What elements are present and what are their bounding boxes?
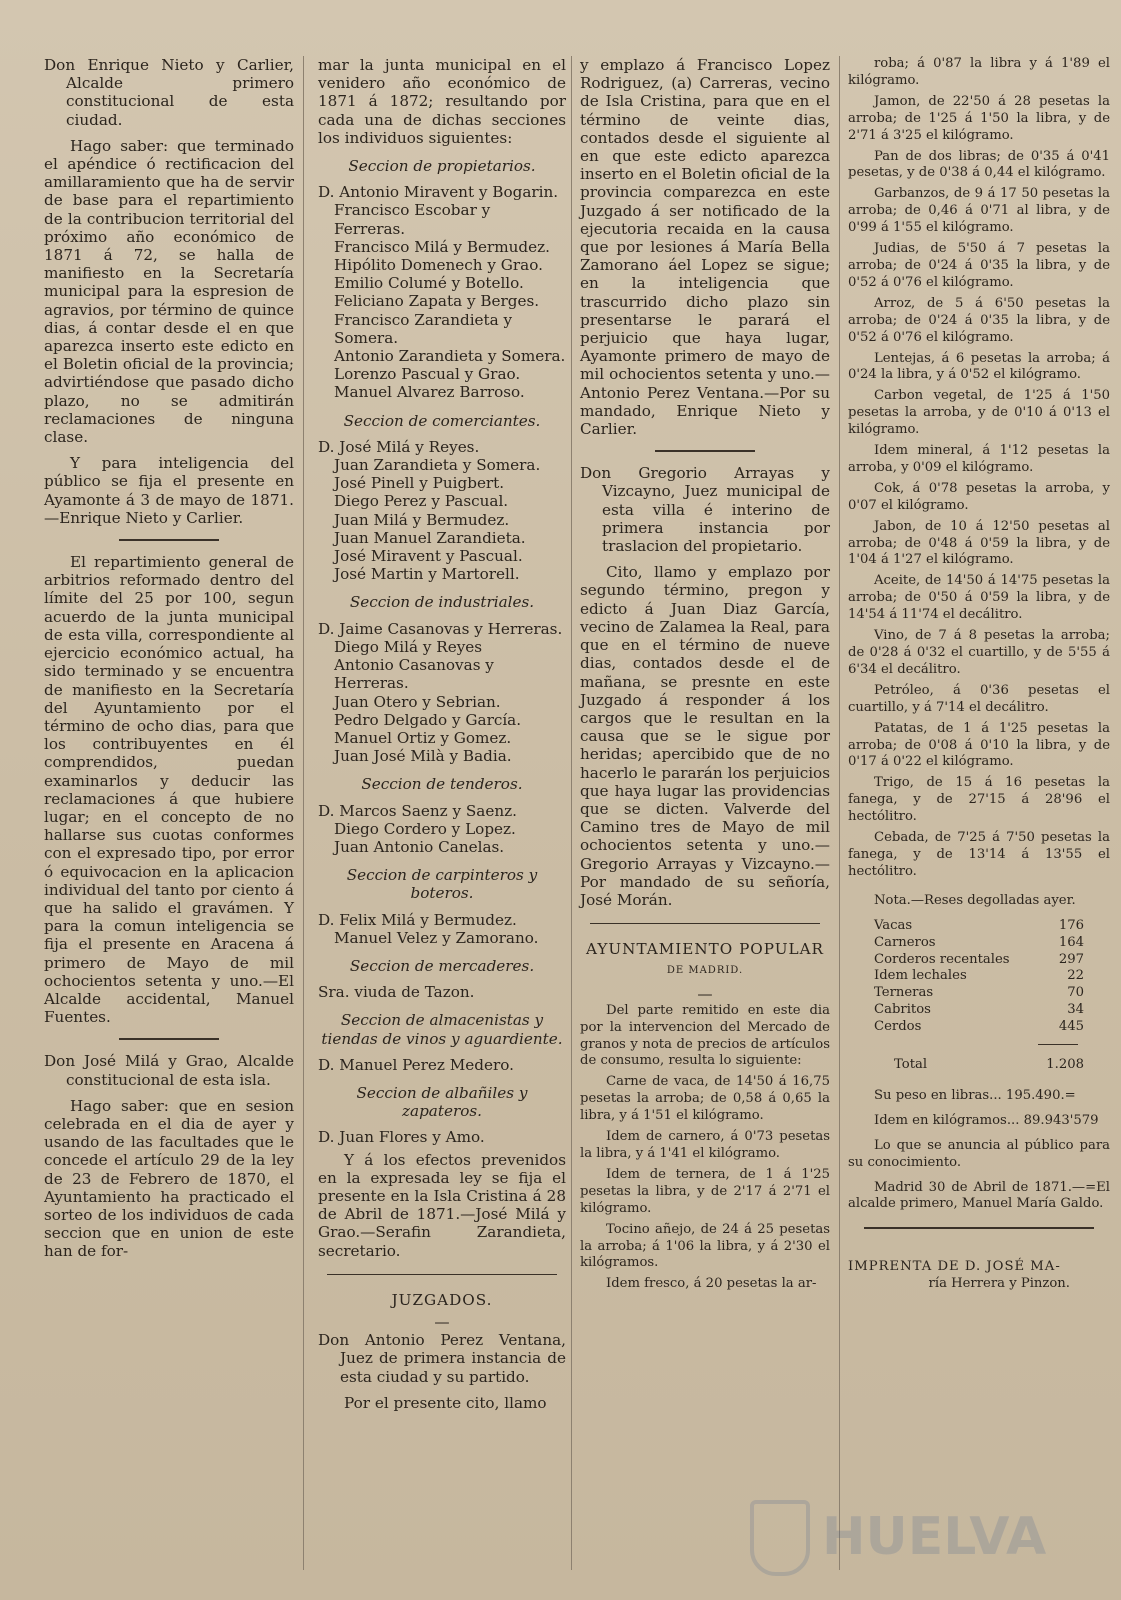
section-title: Seccion de mercaderes. [349, 956, 535, 975]
total-value: 1.208 [1046, 1057, 1084, 1073]
price-item: Pan de dos libras; de 0'35 á 0'41 pesetas, y de 0'38 á 0,44 el kilógramo. [848, 148, 1110, 181]
junta-intro: mar la junta municipal en el venidero año económico de 1871 á 1872; resultando por cada una de dichas secciones los individuos siguientes: [318, 56, 566, 147]
member-name: Juan Zarandieta y Somera. [334, 456, 541, 475]
cattle-row [874, 918, 1084, 935]
price-item: roba; á 0'87 la libra y á 1'89 el kilógramo. [848, 56, 1110, 88]
price-item: Vino, de 7 á 8 pesetas la arroba; de 0'28 á 0'32 el cuartillo, y de 5'55 á 6'34 el decálitro. [848, 628, 1110, 677]
price-item: Cebada, de 7'25 á 7'50 pesetas la fanega, y de 13'14 á 13'55 el hectólitro. [848, 830, 1110, 879]
price-item: Carbon vegetal, de 1'25 á 1'50 pesetas la arroba, y de 0'10 á 0'13 el kilógramo. [848, 388, 1110, 438]
section-names [318, 802, 566, 857]
price-item: Cok, á 0'78 pesetas la arroba, y 0'07 el kilógramo. [848, 480, 1110, 513]
price-list [580, 1003, 830, 1294]
divider [119, 539, 219, 541]
section-title: Seccion de almacenistas y tiendas de vinos y aguardiente. [321, 1011, 563, 1048]
member-name: José Martin y Martorell. [334, 565, 520, 584]
edict-heading-ayamonte: Don Enrique Nieto y Carlier, Alcalde primero constitucional de esta ciudad. [44, 56, 294, 129]
member-name: Diego Milá y Reyes [334, 637, 483, 656]
edict-emplazo: y emplazo á Francisco Lopez Rodriguez, (a) Carreras, vecino de Isla Cristina, para que en el término de veinte dias, contados desde el siguiente al en que este edicto aparezca inserto en el Boletin oficial de la provincia comparezca en este Juzgado á ser notificado de la ejecutoria recaida en la causa que por lesiones á María Bella Zamorano áel Lopez se sigue; en la inteligencia que trascurrido dicho plazo sin presentarse le parará el perjuicio que haya lugar, Ayamonte primero de mayo de mil ochocientos setenta y uno.—Antonio Perez Ventana.—Por su mandado, Enrique Nieto y Carlier. [580, 56, 830, 439]
price-item: Aceite, de 14'50 á 14'75 pesetas la arroba; de 0'50 á 0'59 la libra, y de 14'54 á 11'74 el decálitro. [848, 573, 1110, 623]
section-names [318, 983, 566, 1001]
price-list-continued [848, 56, 1110, 881]
edict-body-isla: Hago saber: que en sesion celebrada en el dia de ayer y usando de las facultades que le concede el artículo 29 de la ley de 23 de Febrero de 1870, el Ayuntamiento ha practicado el sorteo de los individuos de cada seccion que en union de este han de for- [44, 1096, 294, 1261]
price-item: Del parte remitido en este dia por la intervencion del Mercado de granos y nota de precios de artículos de consumo, resulta lo siguiente: [580, 1002, 830, 1069]
cattle-label: Carneros [874, 934, 936, 950]
section-names [318, 620, 566, 766]
price-item: Patatas, de 1 á 1'25 pesetas la arroba; de 0'08 á 0'10 la libra, y de 0'17 á 0'22 el kilógramo. [848, 720, 1110, 770]
section-title: Seccion de industriales. [349, 593, 535, 612]
total-label: Total [894, 1057, 928, 1073]
member-name: Emilio Columé y Botello. [334, 274, 524, 293]
section-title: Seccion de albañiles y zapateros. [356, 1083, 528, 1121]
peso-libras: Su peso en libras... 195.490.= [874, 1087, 1076, 1103]
member-name: Juan Manuel Zarandieta. [334, 528, 526, 547]
member-name: D. Felix Milá y Bermudez. [318, 910, 517, 929]
nota-reses: Nota.—Reses degolladas ayer. [874, 892, 1076, 908]
member-name: Diego Perez y Pascual. [334, 492, 509, 511]
section-title: Seccion de tenderos. [361, 775, 523, 794]
section-names [318, 438, 566, 584]
column-4 [848, 56, 1110, 1590]
ayuntamiento-heading: AYUNTAMIENTO POPULAR [586, 940, 824, 959]
price-item: Arroz, de 5 á 6'50 pesetas la arroba; de 0'24 á 0'35 la libra, y de 0'52 á 0'76 el kilógramo. [848, 295, 1110, 345]
member-name: Antonio Casanovas y Herreras. [334, 656, 494, 693]
column-rule [571, 56, 572, 1570]
member-name: Juan Milá y Bermudez. [334, 510, 510, 529]
column-2 [318, 56, 566, 1590]
section-names [318, 1128, 566, 1146]
column-3 [580, 56, 830, 1590]
cattle-row [874, 968, 1084, 985]
price-item: Tocino añejo, de 24 á 25 pesetas la arroba; á 1'06 la libra, y á 2'30 el kilógramos. [580, 1221, 830, 1271]
member-name: Sra. viuda de Tazon. [318, 983, 475, 1002]
sum-rule [1038, 1044, 1078, 1045]
cattle-table [874, 918, 1084, 1036]
section-title: Seccion de comerciantes. [343, 411, 541, 430]
section-title: Seccion de propietarios. [348, 157, 536, 176]
price-item: Lentejas, á 6 pesetas la arroba; á 0'24 la libra, y á 0'52 el kilógramo. [848, 350, 1110, 383]
madrid-subheading: DE MADRID. [666, 965, 744, 977]
imprenta-line-2: ría Herrera y Pinzon. [928, 1276, 1070, 1292]
imprenta-line-1: IMPRENTA DE D. JOSÉ MA- [848, 1259, 1061, 1275]
firma-madrid: Madrid 30 de Abril de 1871.—=El alcalde primero, Manuel María Galdo. [848, 1179, 1110, 1212]
junta-closing: Y á los efectos prevenidos en la expresada ley se fija el presente en la Isla Cristina á 28 de Abril de 1871.—José Milá y Grao.—Serafin Zarandieta, secretario. [318, 1150, 566, 1260]
price-item: Idem mineral, á 1'12 pesetas la arroba, y 0'09 el kilógramo. [848, 443, 1110, 475]
member-name: Pedro Delgado y García. [334, 710, 522, 729]
price-item: Jabon, de 10 á 12'50 pesetas al arroba; de 0'48 á 0'59 la libra, y de 1'04 á 1'27 el kilógramo. [848, 518, 1110, 568]
member-name: Manuel Alvarez Barroso. [334, 383, 525, 402]
cattle-label: Terneras [874, 985, 934, 1001]
cattle-value: 297 [1058, 951, 1084, 967]
member-name: D. Antonio Miravent y Bogarin. [318, 183, 559, 202]
member-name: Hipólito Domenech y Grao. [334, 256, 543, 275]
member-name: Juan Antonio Canelas. [334, 837, 505, 856]
member-name: Lorenzo Pascual y Grao. [334, 365, 521, 384]
juez-body-start: Por el presente cito, llamo [344, 1393, 547, 1412]
cattle-label: Vacas [874, 917, 913, 933]
edict-valverde: Cito, llamo y emplazo por segundo término, pregon y edicto á Juan Diaz García, vecino de Zalamea la Real, para que en el término de nueve dias, contados desde el de mañana, se presnte en este Juzgado á responder á los cargos que le resultan en la causa que se le sigue por heridas; apercibido que de no hacerlo le pararán los perjuicios que haya lugar las providencias que se dicten. Valverde del Camino tres de Mayo de mil ochocientos setenta y uno.—Gregorio Arrayas y Vizcayno.—Por mandado de su señoría, José Morán. [580, 563, 830, 909]
juzgados-heading: JUZGADOS. [391, 1290, 493, 1309]
price-item: Petróleo, á 0'36 pesetas el cuartillo, y á 7'14 el decálitro. [848, 682, 1110, 715]
member-name: D. Juan Flores y Amo. [318, 1128, 485, 1147]
divider [590, 923, 820, 924]
price-item: Idem de carnero, á 0'73 pesetas la libra, y á 1'41 el kilógramo. [580, 1129, 830, 1161]
member-name: Francisco Zarandieta y Somera. [334, 310, 513, 347]
watermark-text: HUELVA [822, 1507, 1047, 1567]
member-name: Francisco Milá y Bermudez. [334, 237, 550, 256]
price-item: Garbanzos, de 9 á 17 50 pesetas la arroba; de 0,46 á 0'71 al libra, y de 0'99 á 1'55 el kilógramo. [848, 186, 1110, 236]
cattle-row [874, 935, 1084, 952]
cattle-row [874, 1019, 1084, 1036]
cattle-label: Corderos recentales [874, 951, 1010, 967]
peso-kg: Idem en kilógramos... 89.943'579 [874, 1112, 1099, 1128]
member-name: José Pinell y Puigbert. [334, 474, 505, 493]
cattle-row [874, 952, 1084, 969]
column-1 [44, 56, 294, 1590]
edict-heading-isla: Don José Milá y Grao, Alcalde constitucional de esta isla. [44, 1052, 294, 1089]
divider [655, 450, 755, 452]
column-rule [303, 56, 304, 1570]
section-names [318, 183, 566, 401]
price-item: Jamon, de 22'50 á 28 pesetas la arroba; de 1'25 á 1'50 la libra, y de 2'71 á 3'25 el kilógramo. [848, 93, 1110, 143]
juez-heading: Don Antonio Perez Ventana, Juez de primera instancia de esta ciudad y su partido. [318, 1331, 566, 1386]
member-name: Diego Cordero y Lopez. [334, 819, 516, 838]
section-names [318, 911, 566, 947]
cattle-label: Idem lechales [874, 968, 967, 984]
cattle-value: 176 [1058, 917, 1084, 933]
divider [327, 1274, 557, 1275]
cattle-value: 164 [1058, 934, 1084, 950]
member-name: Antonio Zarandieta y Somera. [334, 347, 566, 366]
member-name: Juan José Milà y Badia. [334, 747, 512, 766]
divider [864, 1227, 1094, 1229]
member-name: D. Manuel Perez Medero. [318, 1055, 514, 1074]
member-name: Manuel Velez y Zamorano. [334, 928, 539, 947]
cattle-total [894, 1057, 1084, 1074]
dash: — [697, 984, 713, 1003]
cattle-value: 34 [1067, 1002, 1084, 1018]
column-rule [839, 56, 840, 1570]
cattle-label: Cerdos [874, 1019, 922, 1035]
cattle-value: 22 [1067, 968, 1084, 984]
member-name: Feliciano Zapata y Berges. [334, 292, 540, 311]
edict-aracena: El repartimiento general de arbitrios reformado dentro del límite del 25 por 100, segun acuerdo de la junta municipal de esta villa, correspondiente al ejercicio económico actual, ha sido terminado y se encuentra de manifiesto en la Secretaría del Ayuntamiento por el término de ocho dias, para que los contribuyentes en él comprendidos, puedan examinarlos y deducir las reclamaciones á que hubiere lugar; en el concepto de no hallarse sus cuotas conformes con el expresado tipo, por error ó equivocacion en la aplicacion individual del tanto por ciento á que ha salido el gravámen. Y para la comun inteligencia se fija el presente en Aracena á primero de Mayo de mil ochocientos setenta y uno.—El Alcalde accidental, Manuel Fuentes. [44, 553, 294, 1027]
price-item: Trigo, de 15 á 16 pesetas la fanega, y de 27'15 á 28'96 el hectólitro. [848, 775, 1110, 825]
member-name: Juan Otero y Sebrian. [334, 692, 501, 711]
member-name: Francisco Escobar y Ferreras. [334, 201, 491, 238]
cattle-row [874, 1002, 1084, 1019]
edict-closing-ayamonte: Y para inteligencia del público se fija el presente en Ayamonte á 3 de mayo de 1871.—Enrique Nieto y Carlier. [44, 454, 294, 527]
section-title: Seccion de carpinteros y boteros. [346, 866, 538, 903]
member-name: D. Marcos Saenz y Saenz. [318, 801, 517, 820]
junta-sections [318, 157, 566, 1147]
member-name: Manuel Ortiz y Gomez. [334, 728, 512, 747]
price-item: Judias, de 5'50 á 7 pesetas la arroba; de 0'24 á 0'35 la libra, y de 0'52 á 0'76 el kilógramo. [848, 241, 1110, 290]
cattle-value: 445 [1058, 1019, 1084, 1035]
member-name: D. José Milá y Reyes. [318, 437, 480, 456]
cattle-row [874, 985, 1084, 1002]
price-item: Idem de ternera, de 1 á 1'25 pesetas la libra, y de 2'17 á 2'71 el kilógramo. [580, 1166, 830, 1216]
cattle-label: Cabritos [874, 1002, 931, 1018]
price-item: Idem fresco, á 20 pesetas la ar- [606, 1276, 817, 1292]
edict-body-ayamonte: Hago saber: que terminado el apéndice ó rectificacion del amillaramiento que ha de servir de base para el repartimiento de la contribucion territorial del próximo año económico de 1871 á 72, se halla de manifiesto en la Secretaría municipal para la espresion de agravios, por término de quince dias, á contar desde el en que aparezca inserto este edicto en el Boletin oficial de la provincia; advirtiéndose que pasado dicho plazo, no se admitirán reclamaciones de ninguna clase. [44, 136, 294, 447]
member-name: José Miravent y Pascual. [334, 547, 523, 566]
dash: — [434, 1312, 450, 1331]
juez-arrayas-heading: Don Gregorio Arrayas y Vizcayno, Juez municipal de esta villa é interino de primera instancia por traslacion del propietario. [580, 464, 830, 556]
member-name: D. Jaime Casanovas y Herreras. [318, 619, 563, 638]
cattle-value: 70 [1067, 985, 1084, 1001]
divider [119, 1038, 219, 1040]
anuncio: Lo que se anuncia al público para su conocimiento. [848, 1137, 1110, 1170]
price-item: Carne de vaca, de 14'50 á 16,75 pesetas la arroba; de 0,58 á 0,65 la libra, y á 1'51 el kilógramo. [580, 1074, 830, 1124]
section-names [318, 1056, 566, 1074]
